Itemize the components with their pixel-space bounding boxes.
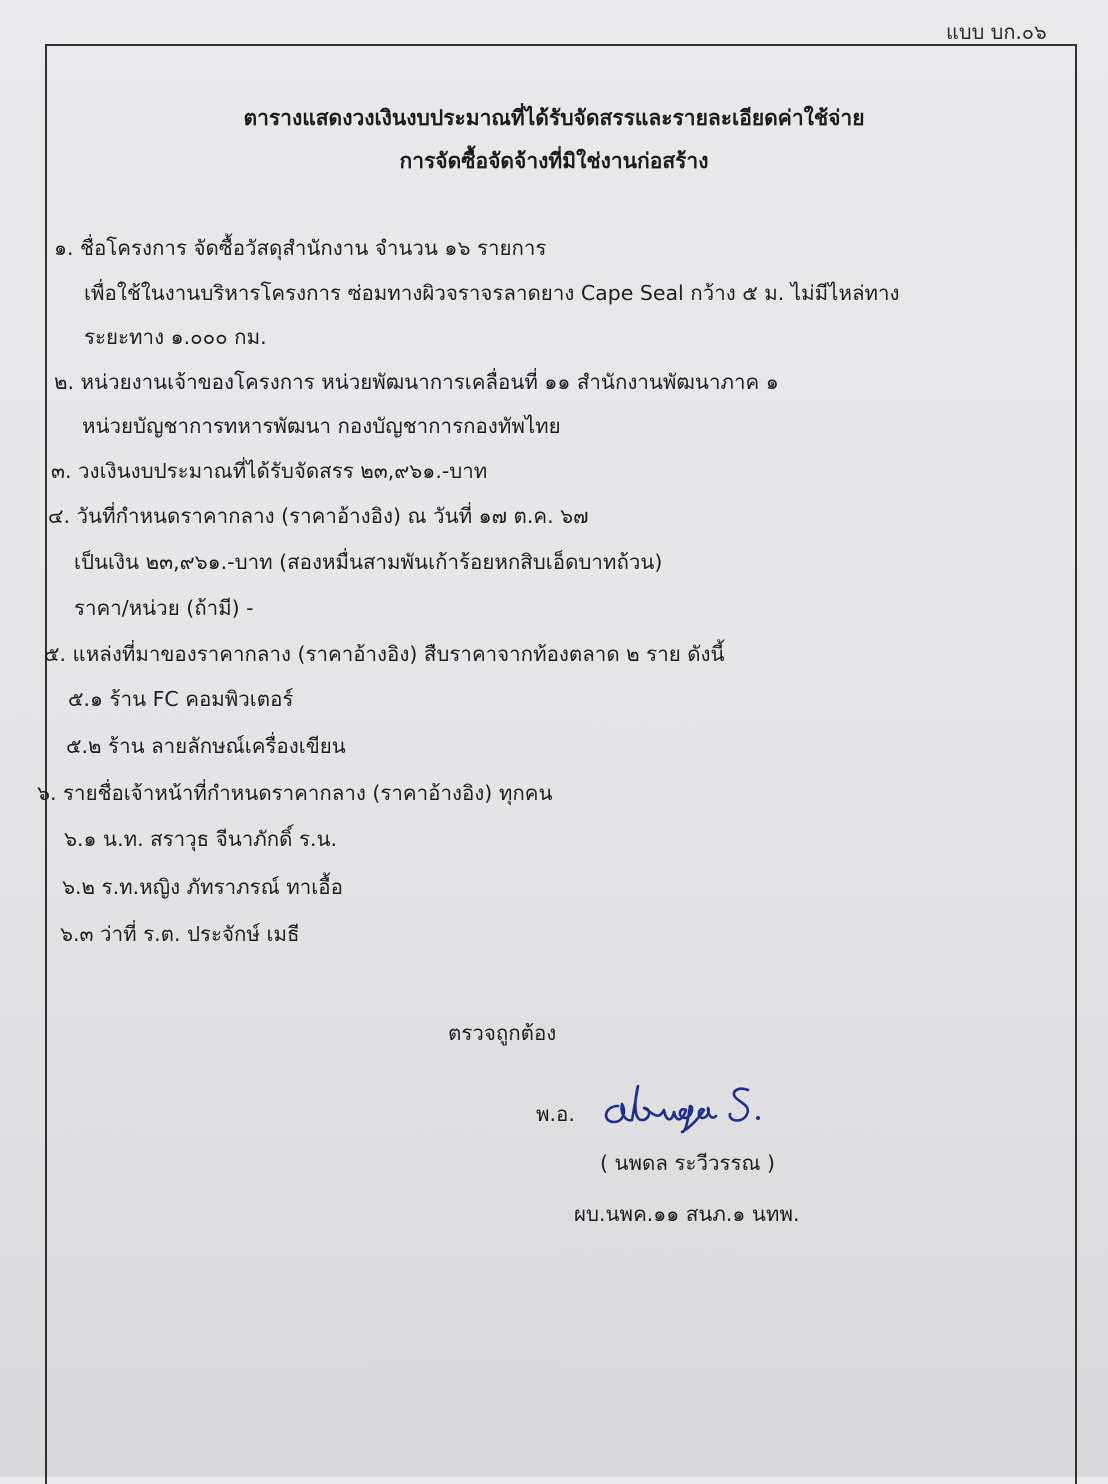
approval-heading: ตรวจถูกต้อง	[448, 1021, 557, 1045]
form-code: แบบ บก.๐๖	[946, 20, 1047, 44]
document-title-line1: ตารางแสดงวงเงินงบประมาณที่ได้รับจัดสรรและรายละเอียดค่าใช้จ่าย	[243, 106, 865, 130]
item-1-distance: ระยะทาง ๑.๐๐๐ กม.	[84, 325, 267, 349]
item-6-1-officer: ๖.๑ น.ท. สราวุธ จีนาภักดิ์ ร.น.	[64, 827, 338, 851]
document-title-line2: การจัดซื้อจัดจ้างที่มิใช่งานก่อสร้าง	[399, 149, 709, 173]
item-6-3-officer: ๖.๓ ว่าที่ ร.ต. ประจักษ์ เมธี	[60, 922, 300, 946]
item-4-reference-date: ๔. วันที่กำหนดราคากลาง (ราคาอ้างอิง) ณ วันที่ ๑๗ ต.ค. ๖๗	[48, 504, 589, 528]
item-5-2-vendor: ๕.๒ ร้าน ลายลักษณ์เครื่องเขียน	[66, 734, 346, 758]
item-4-amount: เป็นเงิน ๒๓,๙๖๑.-บาท (สองหมื่นสามพันเก้าร้อยหกสิบเอ็ดบาทถ้วน)	[74, 550, 663, 574]
item-1-purpose: เพื่อใช้ในงานบริหารโครงการ ซ่อมทางผิวจราจรลาดยาง Cape Seal กว้าง ๕ ม. ไม่มีไหล่ทาง	[84, 281, 900, 305]
item-5-price-source: ๕. แหล่งที่มาของราคากลาง (ราคาอ้างอิง) สืบราคาจากท้องตลาด ๒ ราย ดังนี้	[44, 642, 725, 666]
item-2-command: หน่วยบัญชาการทหารพัฒนา กองบัญชาการกองทัพไทย	[82, 414, 561, 438]
item-2-owner-unit: ๒. หน่วยงานเจ้าของโครงการ หน่วยพัฒนาการเคลื่อนที่ ๑๑ สำนักงานพัฒนาภาค ๑	[54, 370, 779, 394]
item-6-officers: ๖. รายชื่อเจ้าหน้าที่กำหนดราคากลาง (ราคาอ้างอิง) ทุกคน	[37, 781, 553, 805]
approver-rank: พ.อ.	[536, 1102, 575, 1126]
item-3-budget: ๓. วงเงินงบประมาณที่ได้รับจัดสรร ๒๓,๙๖๑.-บาท	[51, 459, 488, 483]
handwritten-signature	[596, 1076, 776, 1136]
approver-position: ผบ.นพค.๑๑ สนภ.๑ นทพ.	[574, 1202, 800, 1226]
item-1-project-name: ๑. ชื่อโครงการ จัดซื้อวัสดุสำนักงาน จำนวน ๑๖ รายการ	[54, 236, 547, 260]
item-5-1-vendor: ๕.๑ ร้าน FC คอมพิวเตอร์	[68, 687, 294, 711]
item-4-unit-price: ราคา/หน่วย (ถ้ามี) -	[74, 596, 254, 620]
approver-name: ( นพดล ระวีวรรณ )	[600, 1151, 776, 1175]
item-6-2-officer: ๖.๒ ร.ท.หญิง ภัทราภรณ์ ทาเอื้อ	[62, 875, 343, 899]
